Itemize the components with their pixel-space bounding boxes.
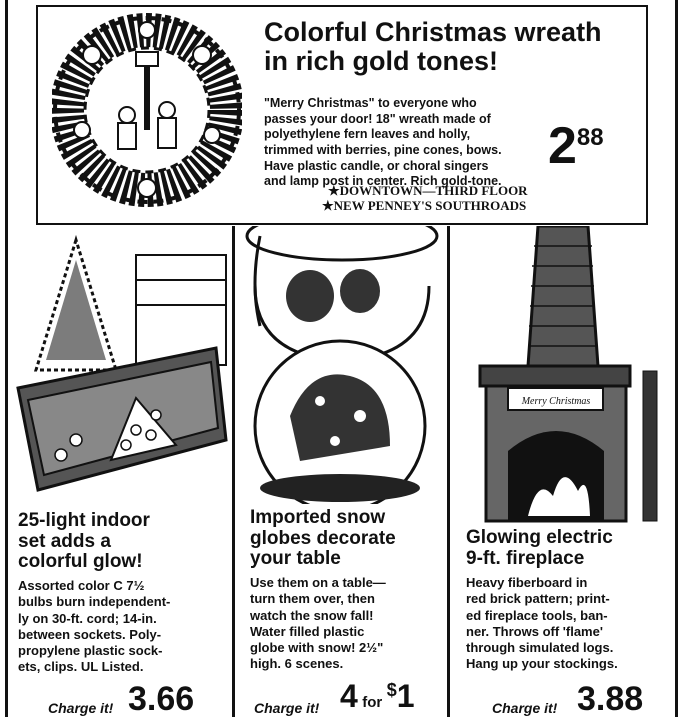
globes-price: 4 for $1	[340, 678, 415, 714]
fireplace-headline: Glowing electric 9-ft. fireplace	[466, 527, 613, 569]
snow-globes-illustration	[240, 226, 444, 504]
right-border	[675, 0, 678, 717]
lights-headline: 25-light indoor set adds a colorful glow!	[18, 510, 150, 573]
lights-description: Assorted color C 7½ bulbs burn independent- ly on 30-ft. cord; 14-in. between sockets. Poly- propylene plastic sock- ets, clips. UL Listed.	[18, 578, 171, 675]
lights-charge-label: Charge it!	[48, 700, 114, 716]
left-border	[5, 0, 8, 717]
light-set-illustration	[16, 230, 228, 500]
wreath-illustration	[52, 10, 242, 210]
fireplace-description: Heavy fiberboard in red brick pattern; print- ed fireplace tools, ban- ner. Throws off 'flame' through simulated logs. Hang up your stockings.	[466, 575, 618, 672]
fireplace-charge-label: Charge it!	[492, 700, 558, 716]
globes-charge-label: Charge it!	[254, 700, 320, 716]
wreath-price: 288	[548, 117, 604, 175]
wreath-location-1: ★DOWNTOWN—THIRD FLOOR	[328, 183, 528, 198]
divider-1	[232, 226, 235, 717]
wreath-location-2: ★NEW PENNEY'S SOUTHROADS	[322, 198, 527, 213]
globes-headline: Imported snow globes decorate your table	[250, 507, 396, 570]
wreath-headline: Colorful Christmas wreath in rich gold tones!	[264, 17, 602, 77]
fireplace-banner: Merry Christmas	[521, 396, 591, 407]
wreath-description: "Merry Christmas" to everyone who passes your door! 18" wreath made of polyethylene fern leaves and holly, trimmed with berries, pine cones, bows. Have plastic candle, or choral singers and lamp post in center. Rich gold-tone.	[264, 96, 502, 189]
fireplace-price: 3.88	[577, 680, 644, 718]
fireplace-illustration	[468, 226, 668, 526]
divider-2	[447, 226, 450, 717]
globes-description: Use them on a table— turn them over, then watch the snow fall! Water filled plastic globe with snow! 2½" high. 6 scenes.	[250, 575, 386, 672]
lights-price: 3.66	[128, 680, 195, 718]
